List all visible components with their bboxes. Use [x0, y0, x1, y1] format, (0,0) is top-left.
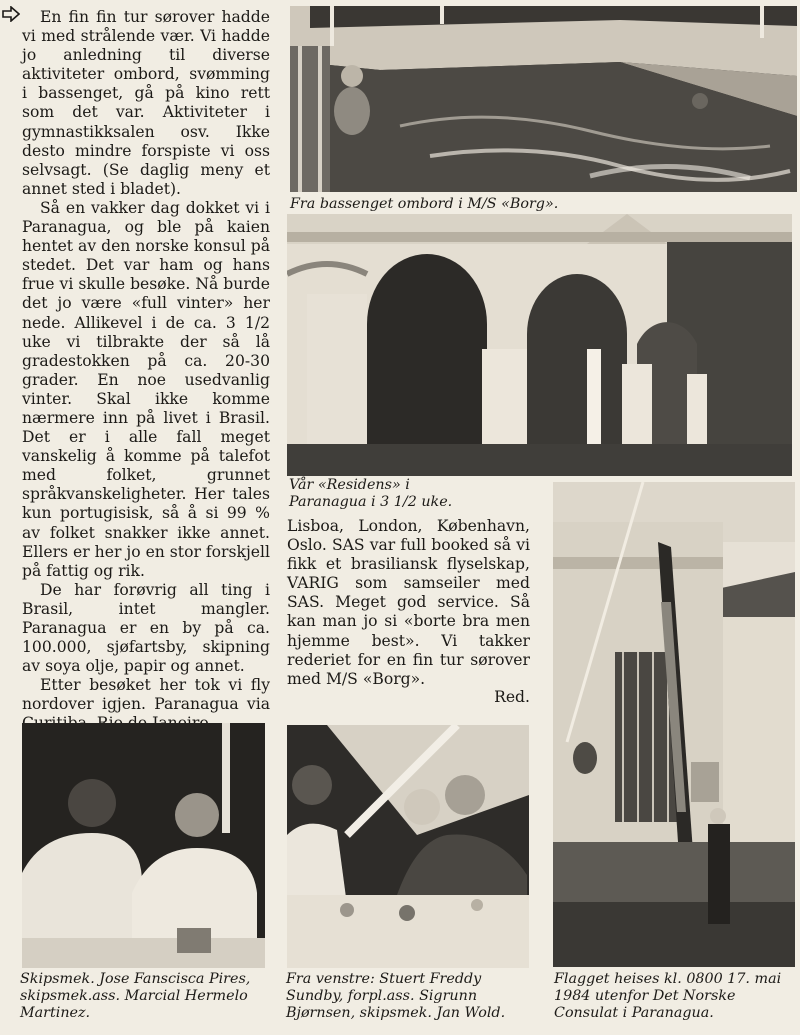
article-paragraph: Etter besøket her tok vi fly nordover igjen. Paranagua via	[22, 676, 270, 714]
residence-caption: Vår «Residens» i Paranagua i 3 1/2 uke.	[289, 477, 453, 510]
crew-caption: Skipsmek. Jose Fanscisca Pires, skipsmek.ass. Marcial Hermelo Martinez.	[20, 971, 251, 1021]
pool-caption: Fra bassenget ombord i M/S «Borg».	[290, 196, 559, 212]
article-paragraph: De har forøvrig all ting i Brasil, intet mangler. Paranagua er en by på ca. 100.000, sjøfartsby, skipning av soya olje, papir og annet.	[22, 580, 270, 676]
article-paragraph: Lisboa, London, København, Oslo. SAS var full booked så vi fikk et brasiliansk flyselskap, VARIG som samseiler med SAS. Meget god service. Så kan man jo si «borte bra men hjemme best». Vi takker rederiet for en fin tur sørover med M/S «Borg».	[287, 517, 530, 688]
crew-photo	[22, 723, 265, 968]
residence-photo	[287, 214, 792, 476]
article-signature: Red.	[494, 688, 530, 706]
article-paragraph: Så en vakker dag dokket vi i Paranagua, og ble på kaien hentet av den norske konsul på stedet. Det var ham og hans frue vi skulle besøke. Nå burde det jo være «full vinter» her nede. Allikevel i de ca. 3 1/2 uke vi tilbrakte der så lå gradestokken på ca. 20-30 grader. En noe usedvanlig vinter. Skal ikke komme nærmere inn på livet i Brasil. Det er i alle fall meget vanskelig å komme på talefot med folket, grunnet språkvanskeligheter. Her tales kun portugisisk, så å si 99 % av folket snakker ikke annet. Ellers er her jo en stor forskjell på fattig og rik.	[22, 198, 270, 580]
party-caption: Fra venstre: Stuert Freddy Sundby, forpl.ass. Sigrunn Bjørnsen, skipsmek. Jan Wold.	[286, 971, 506, 1021]
article-column-1	[22, 8, 270, 734]
party-photo	[287, 725, 529, 968]
pool-photo	[290, 6, 797, 192]
arrow-right-icon	[2, 6, 20, 22]
article-column-2	[287, 517, 530, 689]
article-paragraph: En fin fin tur sørover hadde vi med strålende vær. Vi hadde jo anledning til diverse aktiviteter ombord, svømming i bassenget, gå på kino rett som det var. Aktiviteter i gymnastikksalen osv. Ikke desto mindre forspiste vi oss selvsagt. (Se daglig meny et annet sted i bladet).	[22, 8, 270, 198]
flag-caption: Flagget heises kl. 0800 17. mai 1984 utenfor Det Norske Consulat i Paranagua.	[554, 971, 782, 1021]
flag-photo	[553, 482, 795, 967]
